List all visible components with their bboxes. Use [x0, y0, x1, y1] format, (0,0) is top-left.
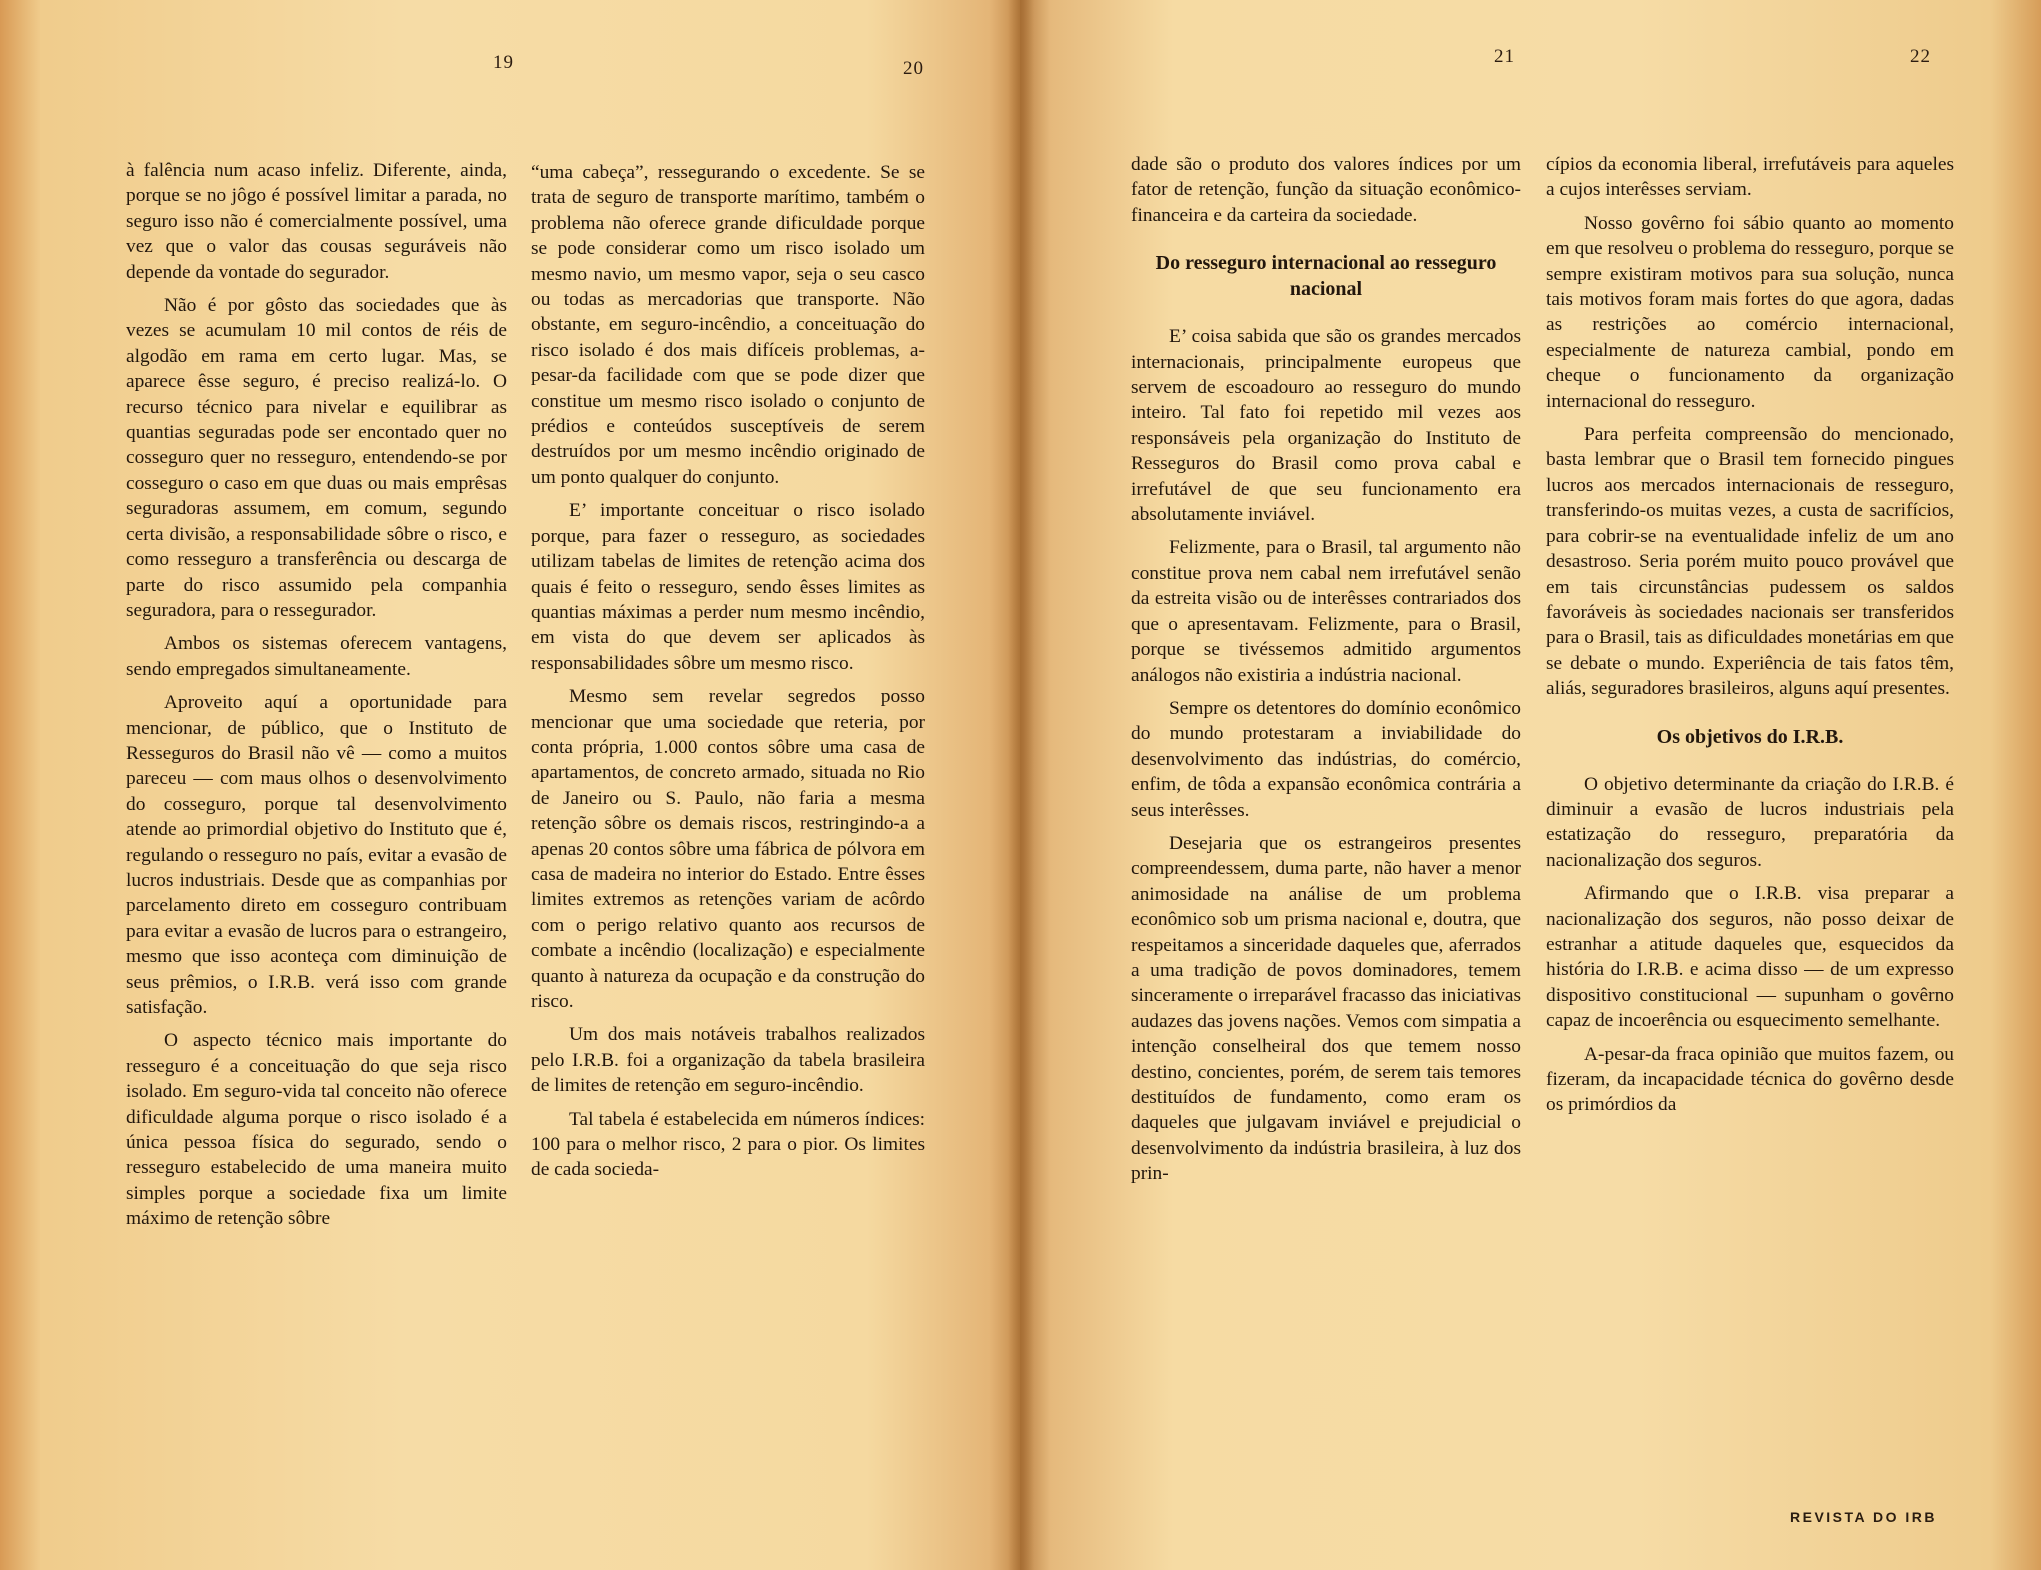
paragraph: Desejaria que os estrangeiros presentes compreendessem, duma parte, não haver a menor animosidade na análise de um problema econômico sob um prisma nacional e, doutra, que respeitamos a sinceridade daqueles que, aferrados a uma tradição de povos dominadores, temem sinceramente o irreparável fracasso das iniciativas audazes das jovens nações. Vemos com simpatia a intenção conselheiral dos que temem nosso destino, concientes, porém, de serem tais temores destituídos de fundamento, como eram os daqueles que julgavam inviável e prejudicial o desenvolvimento da indústria brasileira, à luz dos prin-	[1131, 832, 1521, 1185]
paragraph: Ambos os sistemas oferecem vantagens, sendo empregados simultaneamente.	[126, 633, 507, 680]
page-number: 19	[493, 52, 514, 73]
paragraph: à falência num acaso infeliz. Diferente, ainda, porque se no jôgo é possível limitar a parada, no seguro isso não é comercialmente possível, uma vez que o valor das cousas seguráveis não depende da vontade do segurador.	[126, 160, 507, 283]
paragraph: O aspecto técnico mais importante do resseguro é a conceituação do que seja risco isolado. Em seguro-vida tal conceito não oferece dificuldade alguma porque o risco isolado é a única pessoa física do segurado, sendo o resseguro estabelecido de uma maneira muito simples porque a sociedade fixa um limite máximo de retenção sôbre	[126, 1030, 507, 1230]
paragraph: “uma cabeça”, ressegurando o excedente. Se se trata de seguro de transporte marítimo, também o problema não oferece grande dificuldade porque se pode considerar como um risco isolado um mesmo navio, um mesmo vapor, seja o seu casco ou todas as mercadorias que transporte. Não obstante, em seguro-incêndio, a conceituação do risco isolado é dos mais difíceis problemas, a-pesar-da facilidade com que se pode dizer que constitue um mesmo risco isolado o conjunto de prédios e conteúdos susceptíveis de serem destruídos por um mesmo incêndio originado de um ponto qualquer do conjunto.	[531, 162, 925, 488]
paragraph: Tal tabela é estabelecida em números índices: 100 para o melhor risco, 2 para o pior. Os limites de cada socieda-	[531, 1108, 925, 1181]
page-number: 22	[1910, 46, 1931, 67]
paragraph: Felizmente, para o Brasil, tal argumento não constitue prova nem cabal nem irrefutável senão da estreita visão ou de interêsses contrariados dos que o apresentavam. Felizmente, para o Brasil, porque se tivéssemos admitido argumentos análogos não existiria a indústria nacional.	[1131, 537, 1521, 686]
page-number: 21	[1494, 46, 1515, 67]
paragraph: Aproveito aquí a oportunidade para mencionar, de público, que o Instituto de Resseguros do Brasil não vê — como a muitos pareceu — com maus olhos o desenvolvimento do cosseguro, porque tal desenvolvimento atende ao primordial objetivo do Instituto que é, regulando o resseguro no país, evitar a evasão de lucros industriais. Desde que as companhias por parcelamento direto em cosseguro contribuam para evitar a evasão de lucros para o estrangeiro, mesmo que isso aconteça com diminuição de seus prêmios, o I.R.B. verá isso com grande satisfação.	[126, 692, 507, 1018]
section-heading: Do resseguro internacional ao resseguro nacional	[1155, 252, 1497, 301]
paragraph: E’ importante conceituar o risco isolado porque, para fazer o resseguro, as sociedades utilizam tabelas de limites de retenção acima dos quais é feito o resseguro, sendo êsses limites as quantias máximas a perder num mesmo incêndio, em vista do que devem ser aplicados às responsabilidades sôbre um mesmo risco.	[531, 500, 925, 674]
paragraph: E’ coisa sabida que são os grandes mercados internacionais, principalmente europeus que servem de escoadouro ao resseguro do mundo inteiro. Tal fato foi repetido mil vezes aos responsáveis pela organização do Instituto de Resseguros do Brasil como prova cabal e irrefutável de que seu funcionamento era absolutamente inviável.	[1131, 326, 1521, 526]
paragraph: cípios da economia liberal, irrefutáveis para aqueles a cujos interêsses serviam.	[1546, 154, 1954, 201]
journal-footer: REVISTA DO IRB	[1790, 1509, 1938, 1525]
paragraph: Mesmo sem revelar segredos posso mencionar que uma sociedade que reteria, por conta própria, 1.000 contos sôbre uma casa de apartamentos, de concreto armado, situada no Rio de Janeiro ou S. Paulo, não faria a mesma retenção sôbre os demais riscos, restringindo-a a apenas 20 contos sôbre uma fábrica de pólvora em casa de madeira no interior do Estado. Entre êsses limites extremos as retenções variam de acôrdo com o perigo relativo quanto aos recursos de combate a incêndio (localização) e especialmente quanto à natureza da ocupação e da construção do risco.	[531, 686, 925, 1012]
paragraph: Um dos mais notáveis trabalhos realizados pelo I.R.B. foi a organização da tabela brasileira de limites de retenção em seguro-incêndio.	[531, 1024, 925, 1097]
section-heading: Os objetivos do I.R.B.	[1656, 725, 1844, 748]
book-gutter	[1008, 0, 1034, 1570]
text-column	[126, 158, 507, 1240]
paragraph: Nosso govêrno foi sábio quanto ao momento em que resolveu o problema do resseguro, porque se sempre existiram motivos para sua solução, nunca tais motivos foram mais fortes do que agora, dadas as restrições ao comércio internacional, especialmente de natureza cambial, pondo em cheque o funcionamento da organização internacional do resseguro.	[1546, 212, 1954, 412]
paragraph: O objetivo determinante da criação do I.R.B. é diminuir a evasão de lucros industriais pela estatização do resseguro, preparatória da nacionalização dos seguros.	[1546, 773, 1954, 871]
paragraph: A-pesar-da fraca opinião que muitos fazem, ou fizeram, da incapacidade técnica do govêrno desde os primórdios da	[1546, 1043, 1954, 1116]
page-number: 20	[903, 58, 924, 79]
paragraph: dade são o produto dos valores índices por um fator de retenção, função da situação econômico-financeira e da carteira da sociedade.	[1131, 154, 1521, 226]
paragraph: Sempre os detentores do domínio econômico do mundo protestaram a inviabilidade do desenvolvimento das indústrias, do comércio, enfim, de tôda a expansão econômica contrária a seus interêsses.	[1131, 697, 1521, 821]
paragraph: Não é por gôsto das sociedades que às vezes se acumulam 10 mil contos de réis de algodão em rama em certo lugar. Mas, se aparece êsse seguro, é preciso realizá-lo. O recurso técnico para nivelar e equilibrar as quantias seguradas pode ser encontado quer no cosseguro quer no resseguro, entendendo-se por cosseguro o caso em que duas ou mais emprêsas seguradoras assumem, em comum, segundo certa divisão, a responsabilidade sôbre o risco, e como resseguro a transferência ou descarga de parte do risco assumido pela companhia seguradora, para o ressegurador.	[126, 295, 507, 621]
paragraph: Afirmando que o I.R.B. visa preparar a nacionalização dos seguros, não posso deixar de estranhar a atitude daqueles que, esquecidos da história do I.R.B. e acima disso — de um expresso dispositivo constitucional — supunham o govêrno capaz de incoerência ou esquecimento semelhante.	[1546, 883, 1954, 1032]
paragraph: Para perfeita compreensão do mencionado, basta lembrar que o Brasil tem fornecido pingues lucros aos mercados internacionais de resseguro, transferindo-os muitas vezes, a custa de sacrifícios, para cobrir-se na eventualidade infeliz de um ano desastroso. Seria porém muito pouco provável que em tais circunstâncias pudessem os saldos favoráveis às sociedades nacionais ser transferidos para o Brasil, tais as dificuldades monetárias em que se debate o mundo. Experiência de tais fatos têm, aliás, seguradores brasileiros, alguns aquí presentes.	[1546, 424, 1954, 700]
text-column	[1546, 152, 1954, 1126]
text-column	[531, 160, 925, 1191]
text-column	[1131, 152, 1521, 1195]
